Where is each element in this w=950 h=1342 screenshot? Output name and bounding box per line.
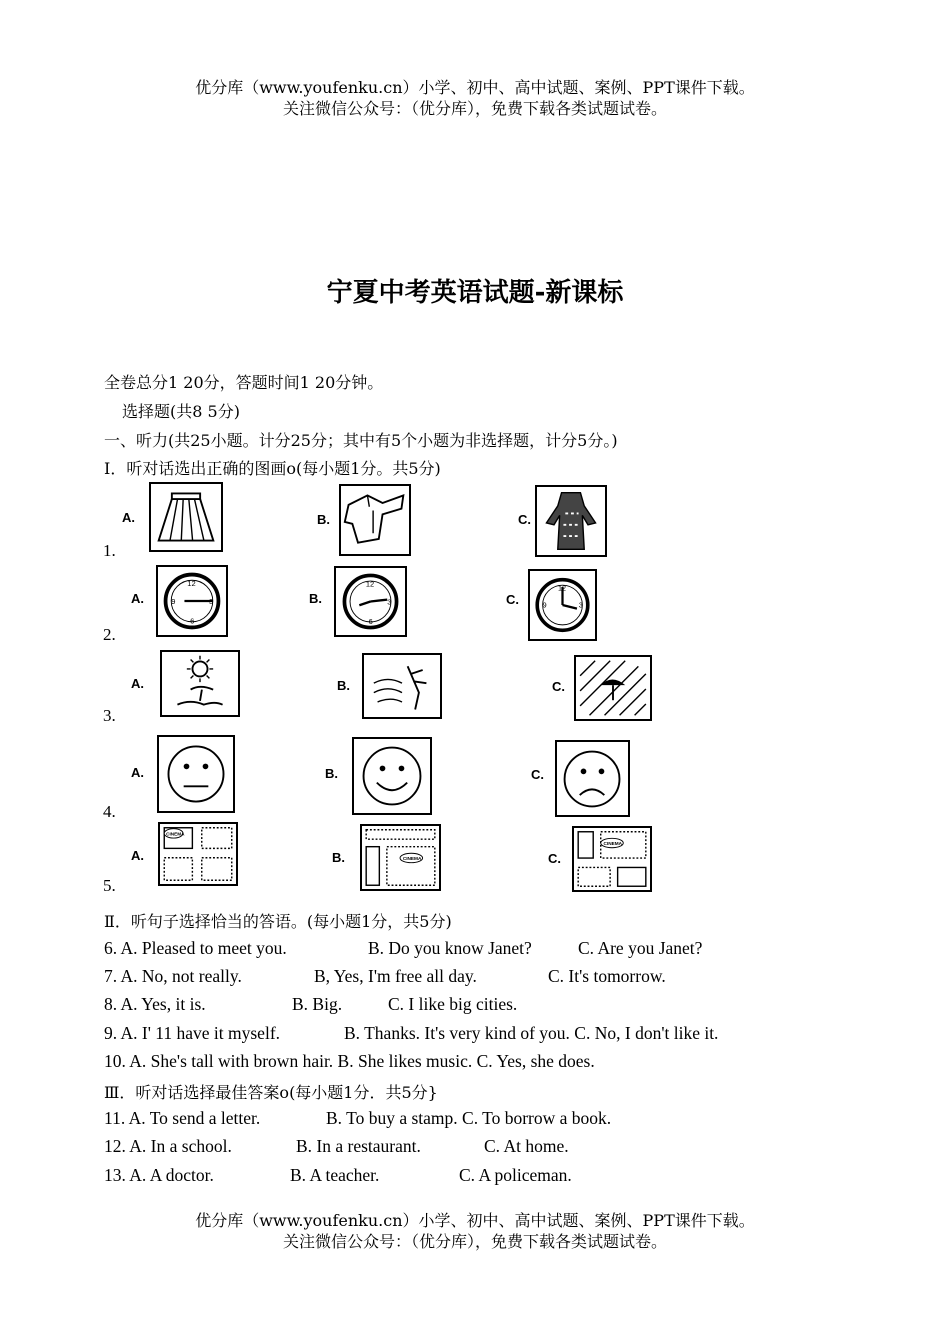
q6-option-a: 6. A. Pleased to meet you. — [104, 938, 287, 958]
svg-text:9: 9 — [542, 600, 547, 610]
question-6 — [104, 938, 703, 959]
intro-total: 全卷总分1 20分，答题时间1 20分钟。 — [104, 373, 384, 392]
option-label: B. — [325, 766, 338, 781]
sunny-weather-icon — [160, 650, 240, 717]
option-label: B. — [309, 591, 322, 606]
happy-face-icon — [352, 737, 432, 815]
q13-option-a: 13. A. A doctor. — [104, 1165, 214, 1185]
option-label: A. — [131, 848, 144, 863]
cinema-label: CINEMA — [402, 855, 422, 861]
svg-text:6: 6 — [190, 616, 195, 626]
question-number: 3. — [103, 706, 116, 725]
question-12 — [104, 1136, 569, 1157]
svg-text:9: 9 — [171, 596, 176, 606]
cinema-map-icon — [360, 824, 441, 891]
rainy-weather-icon — [574, 655, 652, 721]
q11-option-b: B. To buy a stamp. C. To borrow a book. — [326, 1108, 612, 1128]
q9-option-a: 9. A. I' 11 have it myself. — [104, 1023, 281, 1043]
clock-icon — [156, 565, 228, 637]
q12-option-b: B. In a restaurant. — [296, 1136, 421, 1156]
cinema-label: CINEMA — [166, 831, 185, 837]
part3-heading: Ⅲ．听对话选择最佳答案o(每小题1分．共5分} — [104, 1083, 438, 1102]
question-9 — [104, 1023, 719, 1044]
header-line-1: 优分库（www.youfenku.cn）小学、初中、高中试题、案例、PPT课件下载。 — [195, 78, 755, 97]
option-label: C. — [518, 512, 531, 527]
option-label: B. — [337, 678, 350, 693]
q7-option-c: C. It's tomorrow. — [548, 966, 666, 986]
question-13 — [104, 1165, 572, 1186]
svg-text:6: 6 — [368, 616, 373, 626]
question-number: 4. — [103, 802, 116, 821]
part2-heading: Ⅱ．听句子选择恰当的答语。(每小题1分，共5分) — [104, 912, 452, 931]
q12-option-c: C. At home. — [484, 1136, 569, 1156]
q8-option-b: B. Big. — [292, 994, 343, 1014]
page-header — [0, 77, 950, 119]
q9-option-b: B. Thanks. It's very kind of you. C. No, I don't like it. — [344, 1023, 719, 1043]
cinema-map-icon — [572, 826, 652, 892]
svg-text:3: 3 — [578, 600, 583, 610]
svg-text:12: 12 — [187, 578, 196, 588]
header-line-2: 关注微信公众号：（优分库），免费下载各类试题试卷。 — [282, 99, 667, 118]
q11-option-a: 11. A. To send a letter. — [104, 1108, 261, 1128]
clock-icon — [528, 569, 597, 641]
dress-icon — [535, 485, 607, 557]
clock-icon — [334, 566, 407, 637]
svg-text:12: 12 — [557, 583, 567, 593]
q8-option-c: C. I like big cities. — [388, 994, 518, 1014]
option-label: B. — [317, 512, 330, 527]
question-number: 1. — [103, 541, 116, 560]
q7-option-a: 7. A. No, not really. — [104, 966, 242, 986]
cinema-map-icon — [158, 822, 238, 886]
option-label: C. — [506, 592, 519, 607]
question-number: 5. — [103, 876, 116, 895]
option-label: C. — [552, 679, 565, 694]
svg-text:12: 12 — [365, 579, 375, 589]
question-11 — [104, 1108, 612, 1129]
option-label: A. — [131, 765, 144, 780]
svg-text:3: 3 — [209, 596, 214, 606]
sad-face-icon — [555, 740, 630, 817]
q13-option-b: B. A teacher. — [290, 1165, 380, 1185]
part1-heading: I．听对话选出正确的图画o(每小题1分。共5分) — [104, 459, 441, 478]
q12-option-a: 12. A. In a school. — [104, 1136, 232, 1156]
shirt-icon — [339, 484, 411, 556]
svg-text:3: 3 — [387, 597, 392, 607]
windy-weather-icon — [362, 653, 442, 719]
option-label: A. — [122, 510, 135, 525]
q6-option-b: B. Do you know Janet? — [368, 938, 532, 958]
question-7 — [104, 966, 666, 987]
option-label: A. — [131, 591, 144, 606]
page-title: 宁夏中考英语试题-新课标 — [326, 278, 624, 308]
option-label: C. — [531, 767, 544, 782]
question-number: 2. — [103, 625, 116, 644]
intro-listening: 一、听力(共25小题。计分25分；其中有5个小题为非选择题，计分5分。) — [104, 431, 618, 450]
page-footer — [0, 1210, 950, 1252]
option-label: A. — [131, 676, 144, 691]
intro-choice: 选择题(共8 5分) — [122, 402, 240, 421]
q8-option-a: 8. A. Yes, it is. — [104, 994, 206, 1014]
q13-option-c: C. A policeman. — [459, 1165, 572, 1185]
question-10: 10. A. She's tall with brown hair. B. She likes music. C. Yes, she does. — [104, 1051, 595, 1071]
q7-option-b: B, Yes, I'm free all day. — [314, 966, 477, 986]
footer-line-2: 关注微信公众号：（优分库），免费下载各类试题试卷。 — [282, 1232, 667, 1251]
skirt-icon — [149, 482, 223, 552]
cinema-label: CINEMA — [603, 840, 623, 846]
footer-line-1: 优分库（www.youfenku.cn）小学、初中、高中试题、案例、PPT课件下载。 — [195, 1211, 755, 1230]
option-label: C. — [548, 851, 561, 866]
question-8 — [104, 994, 518, 1015]
option-label: B. — [332, 850, 345, 865]
neutral-face-icon — [157, 735, 235, 813]
q6-option-c: C. Are you Janet? — [578, 938, 703, 958]
